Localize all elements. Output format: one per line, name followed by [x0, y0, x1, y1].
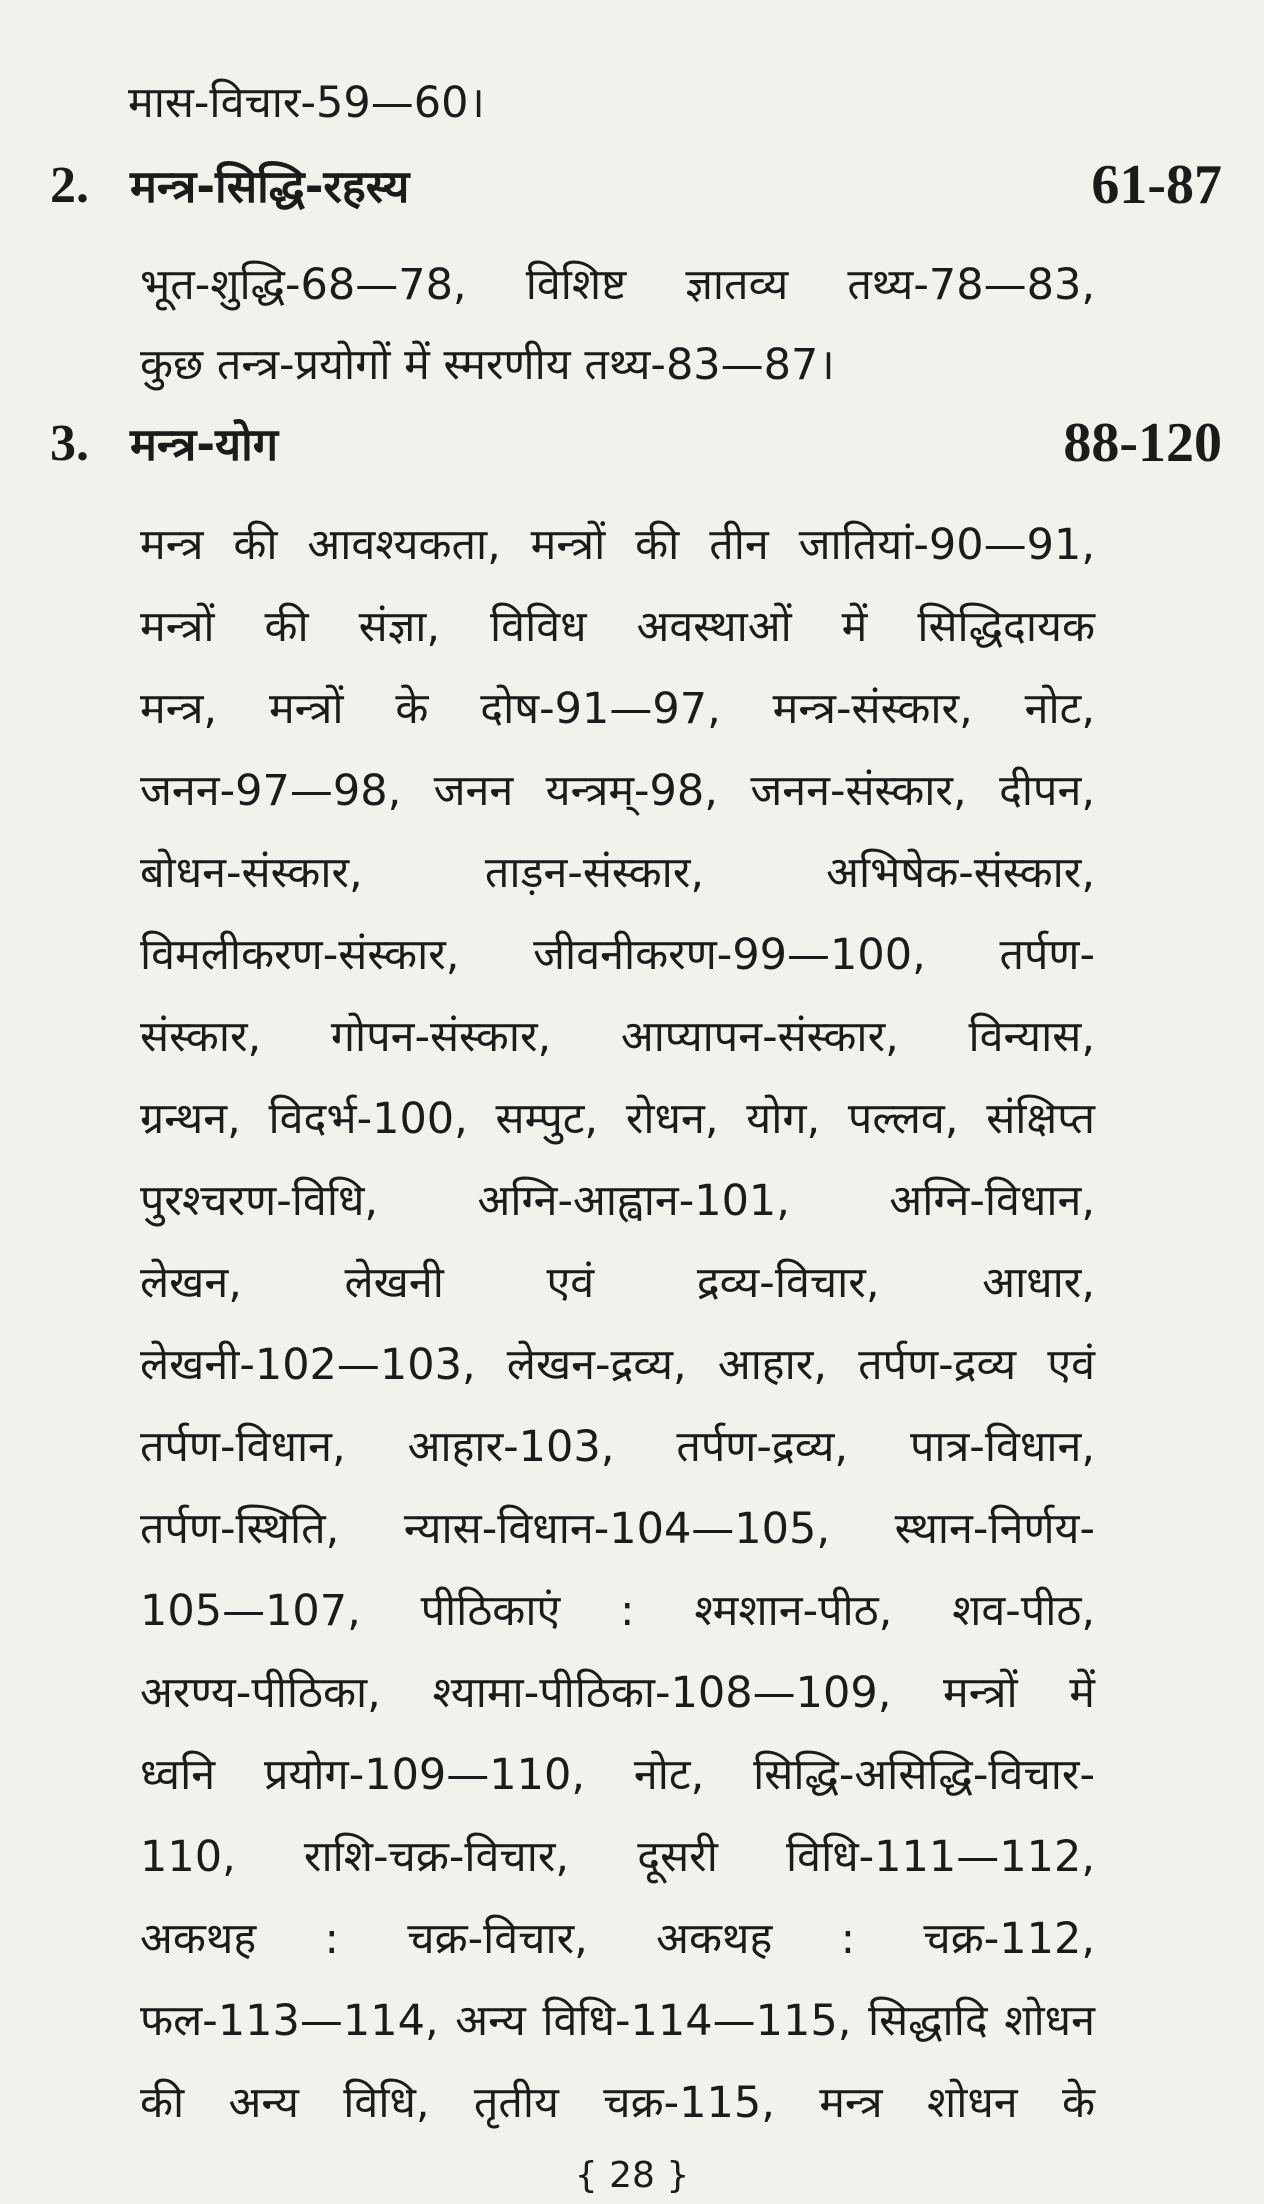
body-line: तर्पण-विधान, आहार-103, तर्पण-द्रव्य, पात्र-विधान,	[140, 1422, 1095, 1472]
body-line: भूत-शुद्धि-68—78, विशिष्ट ज्ञातव्य तथ्य-78—83,	[140, 260, 1095, 310]
body-line: लेखन, लेखनी एवं द्रव्य-विचार, आधार,	[140, 1258, 1095, 1308]
section-page-range: 88-120	[1063, 412, 1222, 474]
page-number: { 28 }	[574, 2155, 690, 2196]
body-line: की अन्य विधि, तृतीय चक्र-115, मन्त्र शोधन के	[140, 2078, 1095, 2128]
body-line: लेखनी-102—103, लेखन-द्रव्य, आहार, तर्पण-द्रव्य एवं	[140, 1340, 1095, 1390]
body-line: अकथह : चक्र-विचार, अकथह : चक्र-112,	[140, 1914, 1095, 1964]
body-line: मन्त्र, मन्त्रों के दोष-91—97, मन्त्र-संस्कार, नोट,	[140, 684, 1095, 734]
section-heading	[50, 408, 1222, 478]
body-line: बोधन-संस्कार, ताड़न-संस्कार, अभिषेक-संस्कार,	[140, 848, 1095, 898]
section-number: 3.	[50, 414, 89, 472]
section-number: 2.	[50, 156, 89, 214]
body-line: अरण्य-पीठिका, श्यामा-पीठिका-108—109, मन्त्रों में	[140, 1668, 1095, 1718]
body-line: मन्त्रों की संज्ञा, विविध अवस्थाओं में सिद्धिदायक	[140, 602, 1095, 652]
body-line: तर्पण-स्थिति, न्यास-विधान-104—105, स्थान-निर्णय-	[140, 1504, 1095, 1554]
section-title: मन्त्र-योग	[130, 417, 279, 471]
section-title: मन्त्र-सिद्धि-रहस्य	[130, 159, 410, 213]
body-line: 105—107, पीठिकाएं : श्मशान-पीठ, शव-पीठ,	[140, 1586, 1095, 1636]
body-line: 110, राशि-चक्र-विचार, दूसरी विधि-111—112,	[140, 1832, 1095, 1882]
body-line: पुरश्चरण-विधि, अग्नि-आह्वान-101, अग्नि-विधान,	[140, 1176, 1095, 1226]
body-line: ग्रन्थन, विदर्भ-100, सम्पुट, रोधन, योग, पल्लव, संक्षिप्त	[140, 1094, 1095, 1144]
body-line: जनन-97—98, जनन यन्त्रम्-98, जनन-संस्कार, दीपन,	[140, 766, 1095, 816]
body-line: फल-113—114, अन्य विधि-114—115, सिद्धादि शोधन	[140, 1996, 1095, 2046]
body-line: मन्त्र की आवश्यकता, मन्त्रों की तीन जातियां-90—91,	[140, 520, 1095, 570]
section-heading	[50, 150, 1222, 220]
section-page-range: 61-87	[1091, 154, 1222, 216]
body-line: ध्वनि प्रयोग-109—110, नोट, सिद्धि-असिद्धि-विचार-	[140, 1750, 1095, 1800]
body-line: विमलीकरण-संस्कार, जीवनीकरण-99—100, तर्पण-	[140, 930, 1095, 980]
continuation-line: मास-विचार-59—60।	[128, 78, 485, 128]
body-line: कुछ तन्त्र-प्रयोगों में स्मरणीय तथ्य-83—87।	[140, 340, 835, 390]
body-line: संस्कार, गोपन-संस्कार, आप्यापन-संस्कार, विन्यास,	[140, 1012, 1095, 1062]
